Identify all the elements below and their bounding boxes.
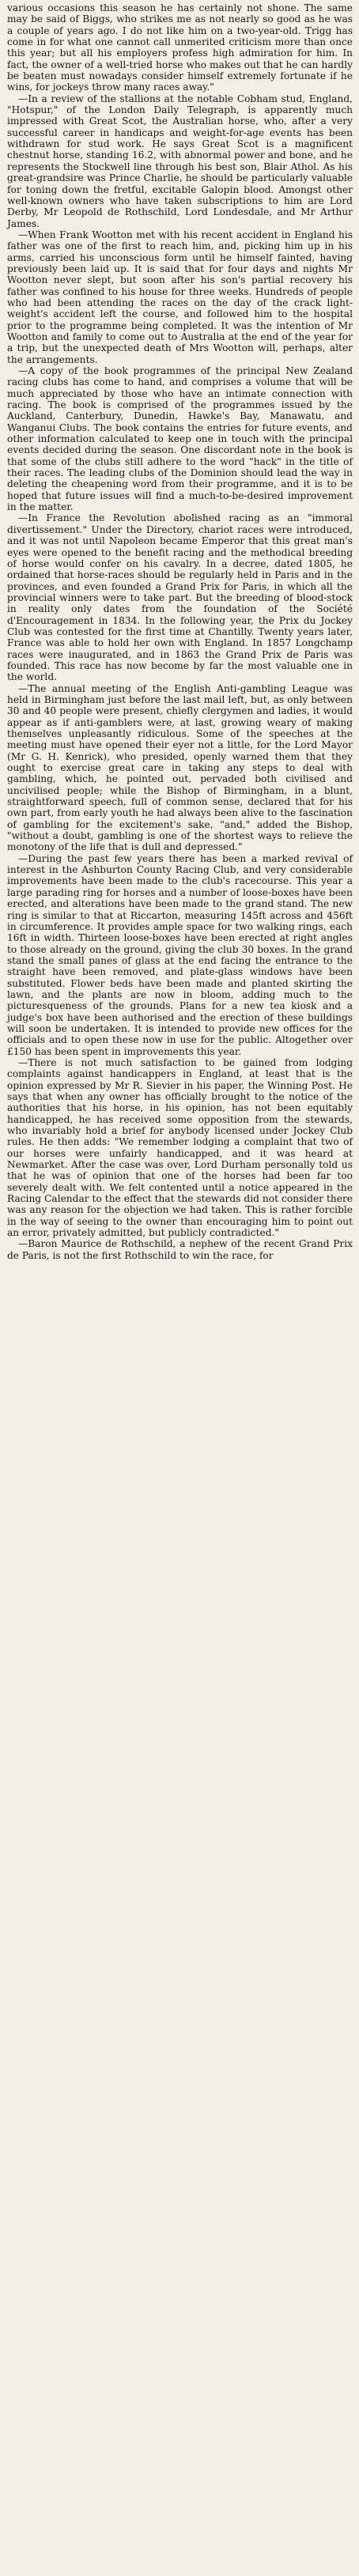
article-paragraph: —The annual meeting of the English Anti-gambling League was held in Birmingham just before the last mail left, but, as only between 30 and 40 people were present, chiefly clergymen and ladies, it would appear as if anti-gamblers were, at last, growing weary of making themselves unpleasantly ridiculous. Some of the speeches at the meeting must have opened their eyer not a little, for the Lord Mayor (Mr G. H. Kenrick), who presided, openly warned them that they ought to exercise great care in taking any steps to deal with gambling, which, he pointed out, pervaded both civilised and uncivilised people; while the Bishop of Birmingham, in a blunt, straightforward speech, full of common sense, declared that for his own part, from early youth he had always been alive to the fascination of gambling for the excitement's sake, "and," added the Bishop, "without a doubt, gambling is one of the shortest ways to relieve the monotony of the life that is dull and depressed."	[7, 682, 353, 853]
article-paragraph: —Baron Maurice de Rothschild, a nephew of the recent Grand Prix de Paris, is not the first Rothschild to win the race, for	[7, 1238, 353, 1261]
article-paragraph: various occasions this season he has certainly not shone. The same may be said of Biggs, who strikes me as not nearly so good as he was a couple of years ago. I do not like him on a two-year-old. Trigg has come in for what one cannot call unmerited criticism more than once this year; but all his employers profess high admiration for him. In fact, the owner of a well-tried horse who makes out that he can hardly be beaten must nowadays consider himself extremely fortunate if he wins, for jockeys throw many races away."	[7, 2, 353, 93]
article-paragraph: —During the past few years there has been a marked revival of interest in the Ashburton County Racing Club, and very considerable improvements have been made to the club's racecourse. This year a large parading ring for horses and a number of loose-boxes have been erected, and alterations have been made to the grand stand. The new ring is similar to that at Riccarton, measuring 145ft across and 456ft in circumference. It provides ample space for two walking rings, each 16ft in width. Thirteen loose-boxes have been erected at right angles to those already on the ground, giving the club 30 boxes. In the grand stand the small panes of glass at the end facing the entrance to the straight have been removed, and plate-glass windows have been substituted. Flower beds have been made and planted skirting the lawn, and the plants are now in bloom, adding much to the picturesqueness of the grounds. Plans for a new tea kiosk and a judge's box have been authorised and the erection of these buildings will soon be undertaken. It is intended to provide new offices for the officials and to open these now in use for the public. Altogether over £150 has been spent in improvements this year.	[7, 852, 353, 1057]
article-paragraph: —In France the Revolution abolished racing as an "immoral divertissement." Under the Directory, chariot races were introduced, and it was not until Napoleon became Emperor that this great man's eyes were opened to the benefit racing and the methodical breeding of horse would confer on his cavalry. In a decree, dated 1805, he ordained that horse-races should be regularly held in Paris and in the provinces, and even founded a Grand Prix for Paris, in which all the provincial winners were to take part. But the breeding of blood-stock in reality only dates from the foundation of the Société d'Encouragement in 1834. In the following year, the Prix du Jockey Club was contested for the first time at Chantilly. Twenty years later, France was able to hold her own with England. In 1857 Longchamp races were inaugurated, and in 1863 the Grand Prix de Paris was founded. This race has now become by far the most valuable one in the world.	[7, 512, 353, 683]
article-paragraph: —A copy of the book programmes of the principal New Zealand racing clubs has come to hand, and comprises a volume that will be much appreciated by those who have an intimate connection with racing. The book is comprised of the programmes issued by the Auckland, Canterbury, Dunedin, Hawke's Bay, Manawatu, and Wanganui Clubs. The book contains the entries for future events, and other information calculated to keep one in touch with the principal events decided during the season. One discordant note in the book is that some of the clubs still adhere to the word "hack" in the title of their races. The leading clubs of the Dominion should lead the way in deleting the cheapening word from their programme, and it is to be hoped that future issues will find a much-to-be-desired improvement in the matter.	[7, 365, 353, 513]
article-column	[7, 2, 353, 1261]
article-paragraph: —There is not much satisfaction to be gained from lodging complaints against handicappers in England, at least that is the opinion expressed by Mr R. Sievier in his paper, the Winning Post. He says that when any owner has officially brought to the notice of the authorities that his horse, in his opinion, has not been equitably handicapped, he has received some opposition from the stewards, who invariably hold a brief for anybody licensed under Jockey Club rules. He then adds: "We remember lodging a complaint that two of our horses were unfairly handicapped, and it was heard at Newmarket. After the case was over, Lord Durham personally told us that he was of opinion that one of the horses had been far too severely dealt with. We felt contented until a notice appeared in the Racing Calendar to the effect that the stewards did not consider there was any reason for the objection we had taken. This is rather forcible in the way of seeing to the owner than encouraging him to point out an error, privately admitted, but publicly contradicted."	[7, 1056, 353, 1239]
article-paragraph: —When Frank Wootton met with his recent accident in England his father was one of the first to reach him, and, picking him up in his arms, carried his unconscious form until he himself fainted, having previously been laid up. It is said that for four days and nights Mr Wootton never slept, but soon after his son's partial recovery his father was confined to his house for three weeks. Hundreds of people who had been attending the races on the day of the crack light-weight's accident left the course, and followed him to the hospital prior to the programme being completed. It was the intention of Mr Wootton and family to come out to Australia at the end of the year for a trip, but the unexpected death of Mrs Wootton will, perhaps, alter the arrangements.	[7, 229, 353, 365]
article-paragraph: —In a review of the stallions at the notable Cobham stud, England, "Hotspur," of the London Daily Telegraph, is apparently much impressed with Great Scot, the Australian horse, who, after a very successful career in handicaps and weight-for-age events has been withdrawn for stud work. He says Great Scot is a magnificent chestnut horse, standing 16.2, with abnormal power and bone, and he represents the Stockwell line through his best son, Blair Athol. As his great-grandsire was Prince Charlie, he should be particularly valuable for toning down the fretful, excitable Galopin blood. Amongst other well-known owners who have taken subscriptions to him are Lord Derby, Mr Leopold de Rothschild, Lord Londesdale, and Mr Arthur James.	[7, 93, 353, 229]
